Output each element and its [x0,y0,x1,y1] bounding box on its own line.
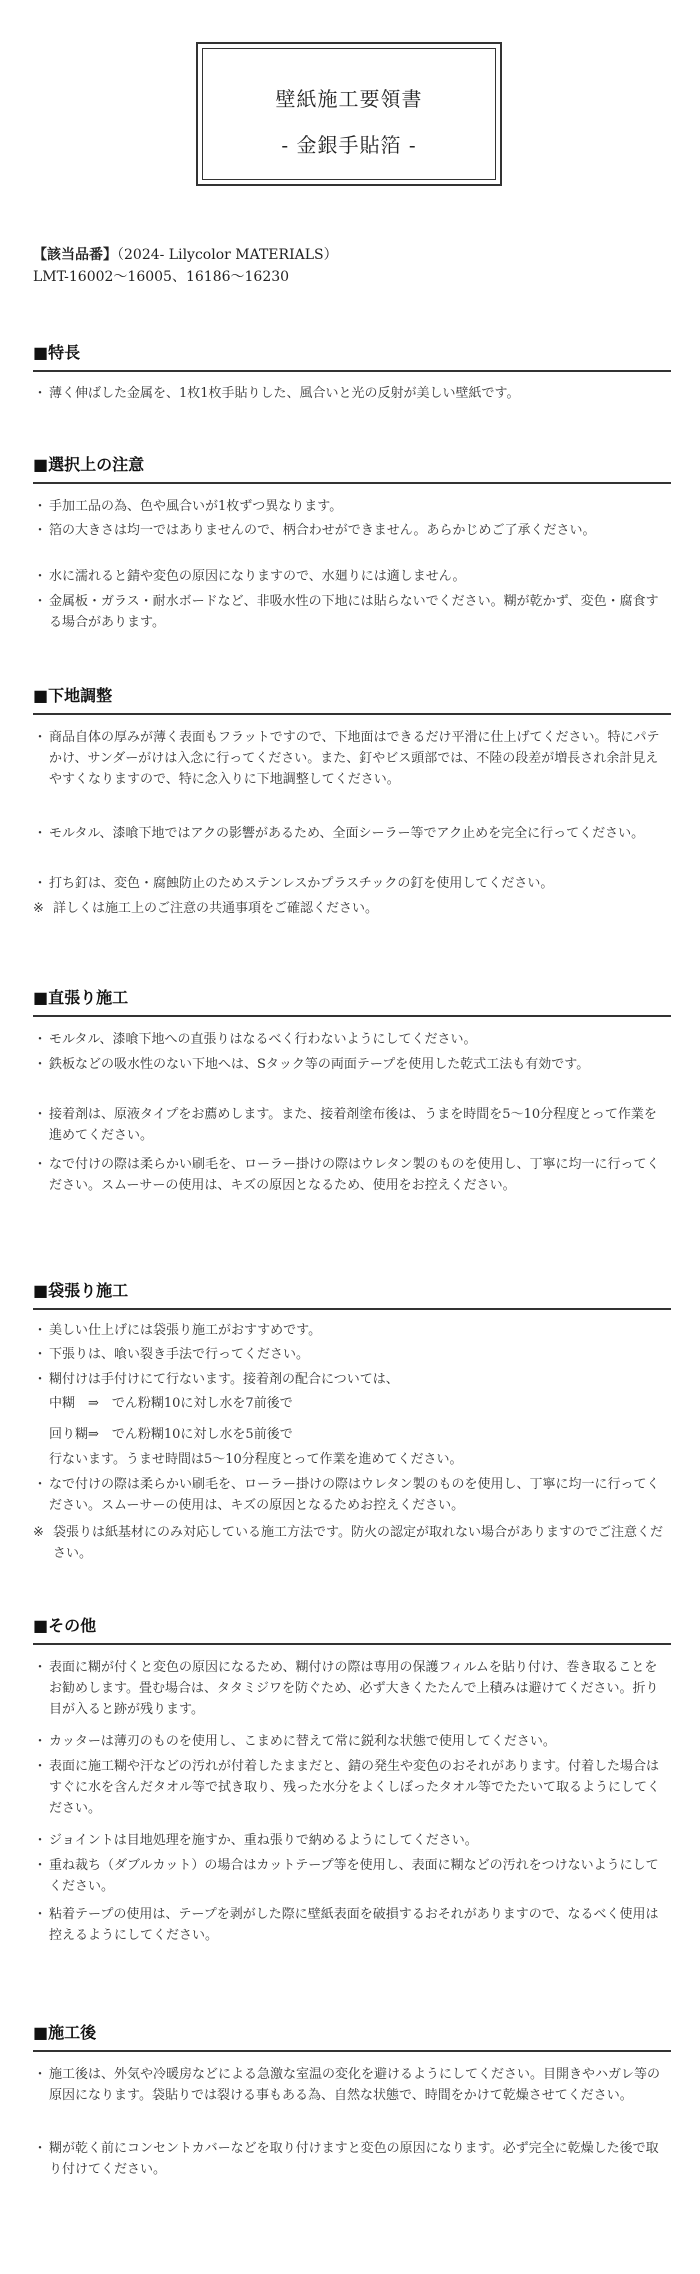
list-item: ・ 粘着テープの使用は、テープを剥がした際に壁紙表面を破損するおそれがありますので、なるべく使用は控えるようにしてください。 [33,1907,659,1943]
list-item: ・ 薄く伸ばした金属を、1枚1枚手貼りした、風合いと光の反射が美しい壁紙です。 [33,386,520,401]
list-item: ・ 箔の大きさは均一ではありませんので、柄合わせができません。あらかじめご了承ください。 [33,523,596,538]
list-item: ・ なで付けの際は柔らかい刷毛を、ローラー掛けの際はウレタン製のものを使用し、丁寧に均一に行ってください。スムーサーの使用は、キズの原因となるためお控えください。 [33,1477,660,1513]
list-item: ・ カッターは薄刃のものを使用し、こまめに替えて常に鋭利な状態で使用してください。 [33,1734,556,1749]
mix-ratio-line: 中糊 ⇒ でん粉糊10に対し水を7前後で [49,1396,293,1411]
title-box [196,42,502,186]
list-item: ・ ジョイントは目地処理を施すか、重ね張りで納めるようにしてください。 [33,1833,478,1848]
document-subtitle: - 金銀手貼箔 - [281,133,417,157]
list-item: ・ 金属板・ガラス・耐水ボードなど、非吸水性の下地には貼らないでください。糊が乾かず、変色・腐食する場合があります。 [33,594,659,630]
list-item: ・ 美しい仕上げには袋張り施工がおすすめです。 [33,1323,322,1338]
mix-ratio-line: 回り糊⇒ でん粉糊10に対し水を5前後で [49,1427,293,1442]
note: ※ 袋張りは紙基材にのみ対応している施工方法です。防火の認定が取れない場合がありますのでご注意ください。 [33,1525,663,1561]
section-title-bag: ■袋張り施工 [33,1281,129,1300]
title-inner-frame [202,48,496,180]
product-numbers [33,244,338,288]
document-title: 壁紙施工要領書 [275,87,423,111]
product-series: （2024- Lilycolor MATERIALS） [117,247,338,263]
note: ※ 詳しくは施工上のご注意の共通事項をご確認ください。 [33,901,379,916]
section-title-selection: ■選択上の注意 [33,455,145,474]
section-divider [33,713,671,715]
section-divider [33,370,671,372]
section-divider [33,1643,671,1645]
list-item: ・ 接着剤は、原液タイプをお薦めします。また、接着剤塗布後は、うまを時間を5～10分程度とって作業を進めてください。 [33,1107,657,1143]
product-label: 【該当品番】 [33,247,117,263]
section-divider [33,1308,671,1310]
list-item: ・ 糊付けは手付けにて行ないます。接着剤の配合については、 [33,1372,399,1387]
list-item: ・ 鉄板などの吸水性のない下地へは、Sタック等の両面テープを使用した乾式工法も有効です。 [33,1057,590,1072]
section-title-features: ■特長 [33,343,81,362]
list-item: ・ モルタル、漆喰下地ではアクの影響があるため、全面シーラー等でアク止めを完全に行ってください。 [33,826,645,841]
section-divider [33,1015,671,1017]
section-divider [33,2050,671,2052]
section-title-after: ■施工後 [33,2023,97,2042]
list-item: ・ 下張りは、喰い裂き手法で行ってください。 [33,1347,310,1362]
list-item: ・ 施工後は、外気や冷暖房などによる急激な室温の変化を避けるようにしてください。目開きやハガレ等の原因になります。袋貼りでは裂ける事もある為、自然な状態で、時間をかけて乾燥させてください。 [33,2067,661,2103]
section-title-other: ■その他 [33,1616,97,1635]
section-title-direct: ■直張り施工 [33,988,129,1007]
list-item: ・ なで付けの際は柔らかい刷毛を、ローラー掛けの際はウレタン製のものを使用し、丁寧に均一に行ってください。スムーサーの使用は、キズの原因となるため、使用をお控えください。 [33,1157,660,1193]
list-item: ・ 糊が乾く前にコンセントカバーなどを取り付けますと変色の原因になります。必ず完全に乾燥した後で取り付けてください。 [33,2141,659,2177]
section-title-substrate: ■下地調整 [33,686,113,705]
product-number-list: LMT-16002～16005、16186～16230 [33,269,290,285]
list-item: ・ モルタル、漆喰下地への直張りはなるべく行わないようにしてください。 [33,1032,477,1047]
list-item: ・ 重ね裁ち（ダブルカット）の場合はカットテープ等を使用し、表面に糊などの汚れをつけないようにしてください。 [33,1858,659,1894]
list-item: ・ 水に濡れると錆や変色の原因になりますので、水廻りには適しません。 [33,569,466,584]
list-item: ・ 手加工品の為、色や風合いが1枚ずつ異なります。 [33,499,343,514]
list-item: ・ 打ち釘は、変色・腐蝕防止のためステンレスかプラスチックの釘を使用してください。 [33,876,554,891]
list-item: ・ 表面に施工糊や汗などの汚れが付着したままだと、錆の発生や変色のおそれがあります。付着した場合はすぐに水を含んだタオル等で拭き取り、残った水分をよくしぼったタオル等でたたいて取るようにしてください。 [33,1759,661,1816]
mix-ratio-line: 行ないます。うませ時間は5～10分程度とって作業を進めてください。 [49,1452,463,1467]
section-divider [33,482,671,484]
list-item: ・ 表面に糊が付くと変色の原因になるため、糊付けの際は専用の保護フィルムを貼り付け、巻き取ることをお勧めします。畳む場合は、タタミジワを防ぐため、必ず大きくたたんで上積みは避けてください。折り目が入ると跡が残ります。 [33,1660,659,1717]
list-item: ・ 商品自体の厚みが薄く表面もフラットですので、下地面はできるだけ平滑に仕上げてください。特にパテかけ、サンダーがけは入念に行ってください。また、釘やビス頭部では、不陸の段差が増長され余計見えやすくなりますので、特に念入りに下地調整してください。 [33,730,660,787]
